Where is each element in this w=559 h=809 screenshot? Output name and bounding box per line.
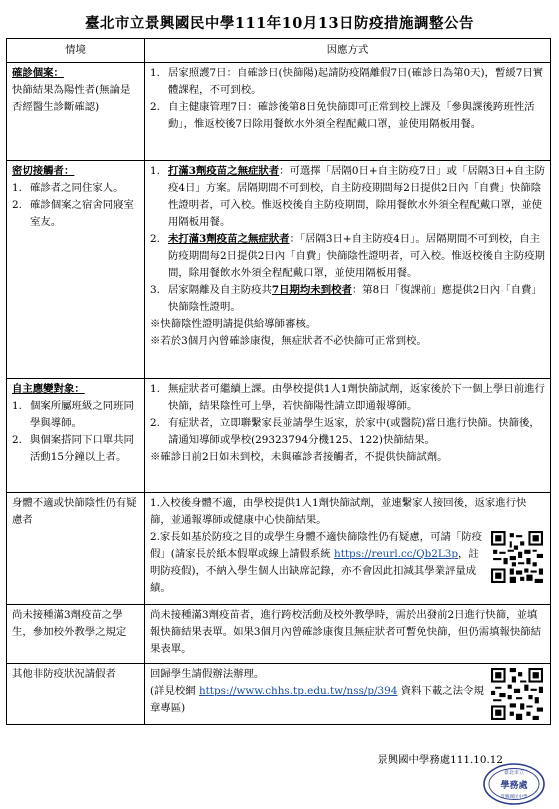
note: ※快篩陰性證明請提供給導師審核。 (150, 318, 317, 330)
leave-link[interactable]: https://reurl.cc/Qb2L3p (334, 548, 459, 560)
list-item: 2. 與個案搭同下口單共同活動15分鐘以上者。 (12, 434, 134, 463)
paragraph: 1.入校後身體不適，由學校提供1人1劑快篩試劑，並連繫家人接回後，返家進行快篩，並通報導師或健康中心快篩結果。 (150, 497, 527, 526)
response-cell (145, 605, 551, 664)
response-cell (145, 161, 551, 379)
list-item: 1. 個案所屬班級之同班同學與導師。 (12, 400, 134, 429)
footer-signature: 景興國中學務處111.10.12 (377, 754, 503, 766)
stamp-bottom: 景興國民中學 (500, 795, 528, 800)
list-item: 3. 居家隔離及自主防疫共7日期均未到校者：第8日「復課前」應提供2日內「自費」快篩陰性證明。 (150, 284, 542, 313)
response-cell (145, 63, 551, 161)
header-row (7, 39, 551, 63)
paragraph: (詳見校網 https://www.chhs.tp.edu.tw/nss/p/394 資料下載之法令規章專區) (150, 685, 484, 714)
list-item: 1. 居家照護7日：自確診日(快篩陽)起請防疫隔離假7日(確診日為第0天)，暫緩7日實體課程，不可到校。 (150, 67, 544, 96)
situation-label: 密切接觸者： (12, 165, 75, 177)
list-item: 1. 打滿3劑疫苗之無症狀者：可選擇「居隔0日+自主防疫7日」或「居隔3日+自主防疫4日」方案。居隔期間不可到校，自主防疫期間每2日提供2日內「自費」快篩陰性證明者，可入校。惟返校後自主防疫期間，除用餐飲水外須全程配戴口罩，並使用隔板用餐。 (150, 165, 545, 228)
header-response: 因應方式 (145, 39, 551, 63)
situation-cell (7, 493, 145, 605)
paragraph: 尚未接種滿3劑疫苗者，進行跨校活動及校外教學時，需於出發前2日進行快篩，並填報快篩結果表單。如果3個月內曾確診康復且無症狀者可暫免快篩，但仍需填報快篩結果表單。 (150, 609, 542, 655)
list-item: 2. 確診個案之宿舍同寢室室友。 (12, 199, 134, 228)
office-stamp (482, 762, 546, 806)
situation-label: 確診個案： (12, 67, 64, 79)
response-cell (145, 664, 551, 725)
situation-cell (7, 664, 145, 725)
situation-desc: 其他非防疫狀況請假者 (12, 668, 116, 680)
list-item: 1. 無症狀者可繼續上課。由學校提供1人1劑快篩試劑，返家後於下一個上學日前進行快篩，結果陰性可上學，若快篩陽性請立即通報導師。 (150, 383, 545, 412)
response-cell (145, 493, 551, 605)
header-situation: 情境 (7, 39, 145, 63)
policy-table (6, 38, 551, 725)
table-row (7, 493, 551, 605)
paragraph: 2.家長如基於防疫之目的或學生身體不適快篩陰性仍有疑慮，可請「防疫假」(請家長於紙本假單或線上請假系統 https://reurl.cc/Qb2L3p，註明防疫假)，不納入學生個人出缺席記錄，亦不會因此扣減其學業評量成績。 (150, 531, 483, 594)
situation-cell (7, 379, 145, 493)
school-site-link[interactable]: https://www.chhs.tp.edu.tw/nss/p/394 (198, 685, 398, 697)
situation-cell (7, 63, 145, 161)
stamp-top: 臺北市立 (503, 770, 525, 776)
list-item: 1. 確診者之同住家人。 (12, 182, 124, 194)
situation-label: 自主應變對象： (12, 383, 85, 395)
table-row (7, 63, 551, 161)
note: ※確診日前2日如未到校，未與確診者接觸者，不提供快篩試劑。 (150, 451, 448, 463)
qr-code-icon[interactable] (491, 531, 543, 583)
list-item: 2. 未打滿3劑疫苗之無症狀者：「居隔3日+自主防疫4日」。居隔期間不可到校，自主防疫期間每2日提供2日內「自費」快篩陰性證明者，可入校。惟返校後自主防疫期間，除用餐飲水外須全程配戴口罩，並使用隔板用餐。 (150, 233, 545, 279)
list-item: 2. 自主健康管理7日：確診後第8日免快篩即可正常到校上課及「參與課後跨班性活動」，惟返校後7日除用餐飲水外須全程配戴口罩，並使用隔板用餐。 (150, 101, 535, 130)
situation-desc: 尚未接種滿3劑疫苗之學生，參加校外教學之規定 (12, 609, 127, 638)
paragraph: 回歸學生請假辦法辦理。 (150, 668, 265, 680)
page-title: 臺北市立景興國民中學111年10月13日防疫措施調整公告 (84, 15, 475, 32)
situation-desc: 身體不適或快篩陰性仍有疑慮者 (12, 497, 137, 526)
qr-code-icon[interactable] (491, 668, 543, 720)
situation-desc: 快篩結果為陽性者(無論是否經醫生診斷確認) (12, 84, 131, 113)
table-row (7, 664, 551, 725)
response-cell (145, 379, 551, 493)
situation-cell (7, 605, 145, 664)
table-row (7, 605, 551, 664)
situation-cell (7, 161, 145, 379)
table-row (7, 379, 551, 493)
table-row (7, 161, 551, 379)
note: ※若於3個月內曾確診康復，無症狀者不必快篩可正常到校。 (150, 335, 427, 347)
list-item: 2. 有症狀者，立即聯繫家長並請學生返家，於家中(或醫院)當日進行快篩。快篩後，請通知導師或學校(29323794分機125、122)快篩結果。 (150, 417, 540, 446)
stamp-middle: 學務處 (500, 781, 528, 791)
